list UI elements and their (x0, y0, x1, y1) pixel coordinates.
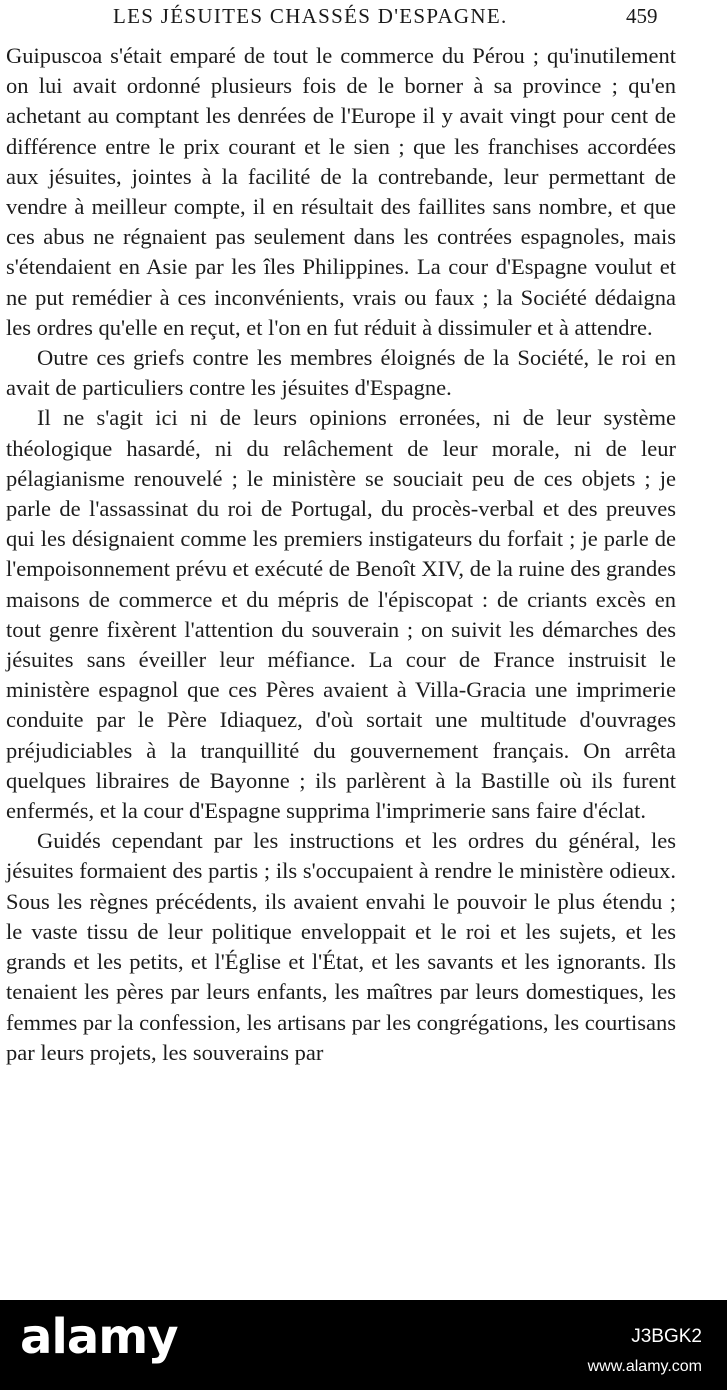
page-number: 459 (626, 4, 658, 28)
watermark-footer-bar (0, 1300, 727, 1390)
paragraph: Outre ces griefs contre les membres éloignés de la Société, le roi en avait de particuliers contre les jésuites d'Espagne. (6, 345, 676, 401)
alamy-logo: alamy (20, 1309, 178, 1365)
body-text (6, 41, 676, 1068)
running-title: LES JÉSUITES CHASSÉS D'ESPAGNE. (113, 4, 508, 28)
site-url: www.alamy.com (587, 1358, 702, 1375)
paragraph: Il ne s'agit ici ni de leurs opinions erronées, ni de leur système théologique hasardé, ni du relâchement de leur morale, ni de leur pélagianisme renouvelé ; le ministère se souciait peu de ces objets ; je parle de l'assassinat du roi de Portugal, du procès-verbal et des preuves qui les désignaient comme les premiers instigateurs du forfait ; je parle de l'empoisonnement prévu et exécuté de Benoît XIV, de la ruine des grandes maisons de commerce et du mépris de l'épiscopat : de criants excès en tout genre fixèrent l'attention du souverain ; on suivit les démarches des jésuites sans éveiller leur méfiance. La cour de France instruisit le ministère espagnol que ces Pères avaient à Villa-Gracia une imprimerie conduite par le Père Idiaquez, d'où sortait une multitude d'ouvrages préjudiciables à la tranquillité du gouvernement français. On arrêta quelques libraires de Bayonne ; ils parlèrent à la Bastille où ils furent enfermés, et la cour d'Espagne supprima l'imprimerie sans faire d'éclat. (6, 405, 676, 824)
paragraph: Guidés cependant par les instructions et les ordres du général, les jésuites formaient des partis ; ils s'occupaient à rendre le ministère odieux. Sous les règnes précédents, ils avaient envahi le pouvoir le plus étendu ; le vaste tissu de leur politique enveloppait et le roi et les sujets, et les grands et les petits, et l'Église et l'État, et les savants et les ignorants. Ils tenaient les pères par leurs enfants, les maîtres par leurs domestiques, les femmes par la confession, les artisans par les congrégations, les courtisans par leurs projets, les souverains par (6, 828, 676, 1065)
paragraph-continuation: Guipuscoa s'était emparé de tout le commerce du Pérou ; qu'inutilement on lui avait ordonné plusieurs fois de le borner à sa province ; qu'en achetant au comptant les denrées de l'Europe il y avait vingt pour cent de différence entre le prix courant et le sien ; que les franchises accordées aux jésuites, jointes à la facilité de la contrebande, leur permettant de vendre à meilleur compte, il en résultait des faillites sans nombre, et que ces abus ne régnaient pas seulement dans les contrées espagnoles, mais s'étendaient en Asie par les îles Philippines. La cour d'Espagne voulut et ne put remédier à ces inconvénients, vrais ou faux ; la Société dédaigna les ordres qu'elle en reçut, et l'on en fut réduit à dissimuler et à attendre. (6, 43, 676, 340)
running-head (0, 2, 727, 32)
image-id: J3BGK2 (631, 1326, 702, 1347)
